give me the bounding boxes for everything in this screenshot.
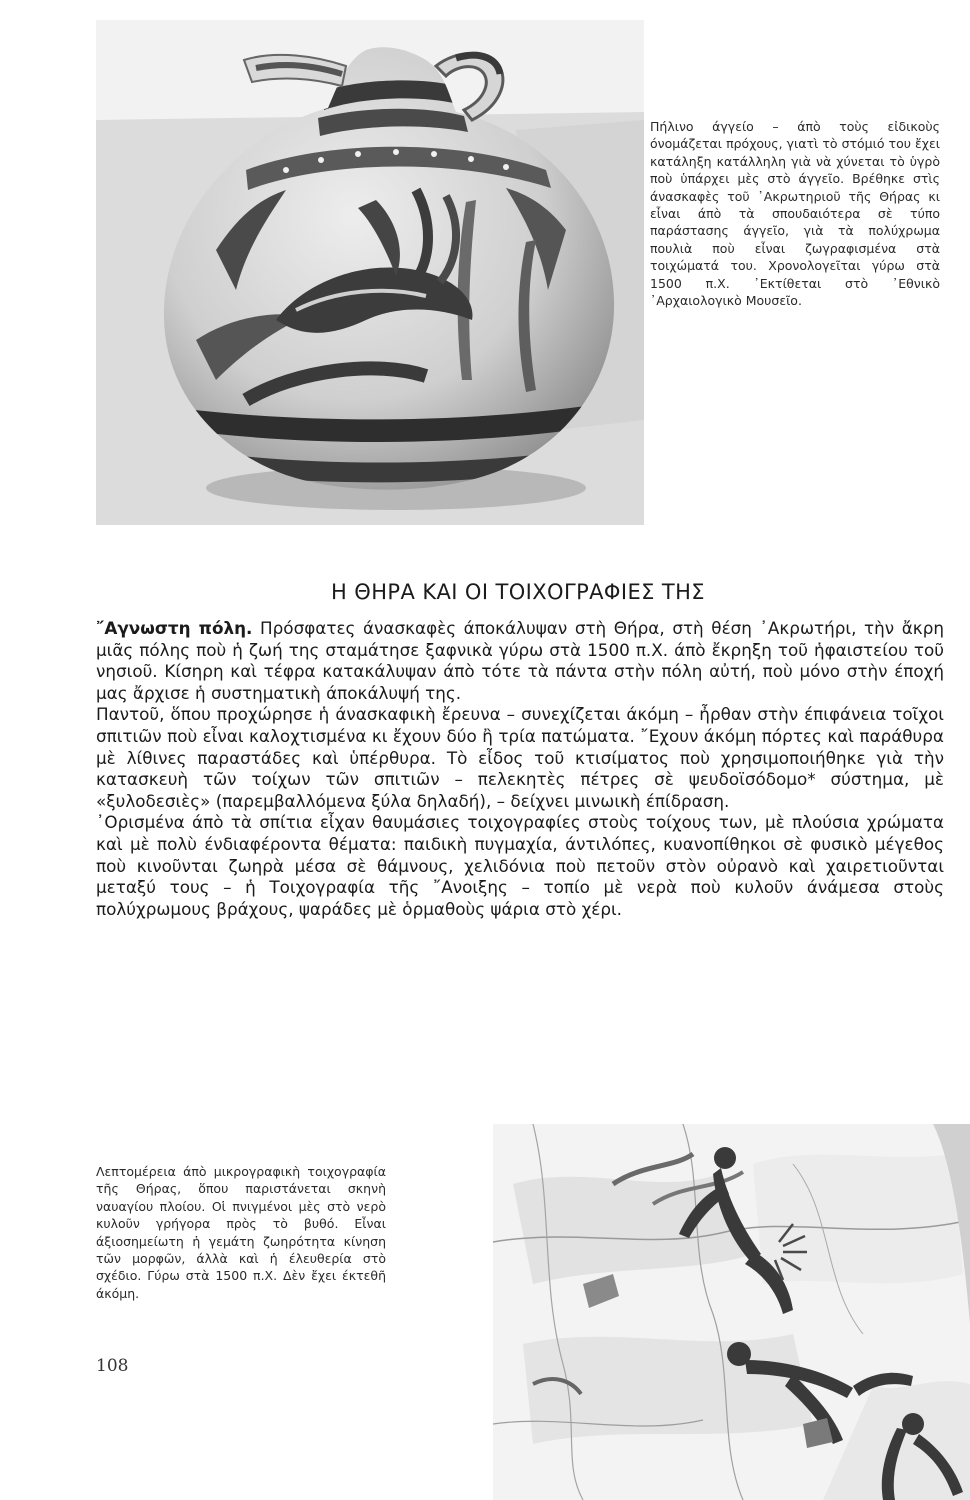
vase-photo [96, 20, 644, 525]
run-in-heading: ῎Αγνωστη πόλη. [96, 618, 253, 638]
vase-caption: Πήλινο άγγείο – άπὸ τοὺς εἰδικοὺς όνομάζεται πρόχους, γιατὶ τὸ στόμιό του ἔχει κατάληξη κατάλληλη γιὰ νὰ χύνεται τὸ ὑγρὸ ποὺ ὑπάρχει μὲς στὸ άγγεῖο. Βρέθηκε στὶς άνασκαφὲς τοῦ ᾿Ακρωτηριοῦ τῆς Θήρας κι εἶναι άπὸ τὰ σπουδαιότερα σὲ τύπο παράστασης άγγεῖο, γιὰ τὰ πολύχρωμα πουλιὰ ποὺ εἶναι ζωγραφισμένα στὰ τοιχώματά του. Χρονολογεῖται γύρω στὰ 1500 π.Χ. ᾿Εκτίθεται στὸ ᾿Εθνικὸ ᾿Αρχαιολογικὸ Μουσεῖο. [650, 119, 940, 309]
fresco-photo [493, 1124, 970, 1500]
paragraph-1 [96, 618, 944, 704]
section-heading: Η ΘΗΡΑ ΚΑΙ ΟΙ ΤΟΙΧΟΓΡΑΦΙΕΣ ΤΗΣ [331, 580, 705, 604]
paragraph-1-text: Πρόσφατες άνασκαφὲς άποκάλυψαν στὴ Θήρα, στὴ θέση ᾿Ακρωτήρι, τὴν ἄκρη μιᾶς πόλης ποὺ ἡ ζωή της σταμάτησε ξαφνικὰ γύρω στὰ 1500 π.Χ. άπὸ ἔκρηξη τοῦ ἡφαιστείου τοῦ νησιοῦ. Κίσηρη καὶ τέφρα κατακάλυψαν άπὸ τότε τὰ πάντα στὴν πόλη αὐτή, ποὺ μόνο στὴν έποχή μας ἄρχισε ἡ συστηματικὴ άποκάλυψή της. [96, 618, 944, 703]
fresco-caption: Λεπτομέρεια άπὸ μικρογραφικὴ τοιχογραφία τῆς Θήρας, ὅπου παριστάνεται σκηνὴ ναυαγίου πλοίου. Οἱ πνιγμένοι μὲς στὸ νερὸ κυλοῦν γρήγορα πρὸς τὸ βυθό. Εἶναι άξιοσημείωτη ἡ γεμάτη ζωηρότητα κίνηση τῶν μορφῶν, άλλὰ καὶ ἡ έλευθερία στὸ σχέδιο. Γύρω στὰ 1500 π.Χ. Δὲν ἔχει έκτεθῆ άκόμη. [96, 1164, 386, 1301]
fresco-illustration [493, 1124, 970, 1500]
vase-illustration [96, 20, 644, 525]
page-number: 108 [96, 1356, 129, 1376]
paragraph-2: Παντοῦ, ὅπου προχώρησε ἡ άνασκαφικὴ ἔρευνα – συνεχίζεται άκόμη – ἦρθαν στὴν έπιφάνεια τοῖχοι σπιτιῶν ποὺ εἶναι καλοχτισμένα κι ἔχουν δύο ἢ τρία πατώματα. ῎Εχουν άκόμη πόρτες καὶ παράθυρα μὲ λίθινες παραστάδες καὶ ὑπέρθυρα. Τὸ εἶδος τοῦ κτισίματος ποὺ χρησιμοποιήθηκε γιὰ τὴν κατασκευὴ τῶν τοίχων τῶν σπιτιῶν – πελεκητὲς πέτρες σὲ ψευδοϊσόδομο* σύστημα, μὲ «ξυλοδεσιὲς» (παρεμβαλλόμενα ξύλα δηλαδή), – δείχνει μινωικὴ έπίδραση. [96, 704, 944, 811]
article-body [96, 618, 944, 920]
paragraph-3: ᾿Ορισμένα άπὸ τὰ σπίτια εἶχαν θαυμάσιες τοιχογραφίες στοὺς τοίχους των, μὲ πλούσια χρώματα καὶ μὲ πολὺ ένδιαφέροντα θέματα: παιδικὴ πυγμαχία, άντιλόπες, κυανοπίθηκοι σὲ φυσικὸ μέγεθος ποὺ κινοῦνται ζωηρὰ μέσα σὲ θάμνους, χελιδόνια ποὺ πετοῦν στὸν οὐρανὸ καὶ χαιρετιοῦνται μεταξύ τους – ἡ Τοιχογραφία τῆς ῎Ανοιξης – τοπίο μὲ νερὰ ποὺ κυλοῦν άνάμεσα στοὺς πολύχρωμους βράχους, ψαράδες μὲ ὁρμαθοὺς ψάρια στὸ χέρι. [96, 812, 944, 919]
